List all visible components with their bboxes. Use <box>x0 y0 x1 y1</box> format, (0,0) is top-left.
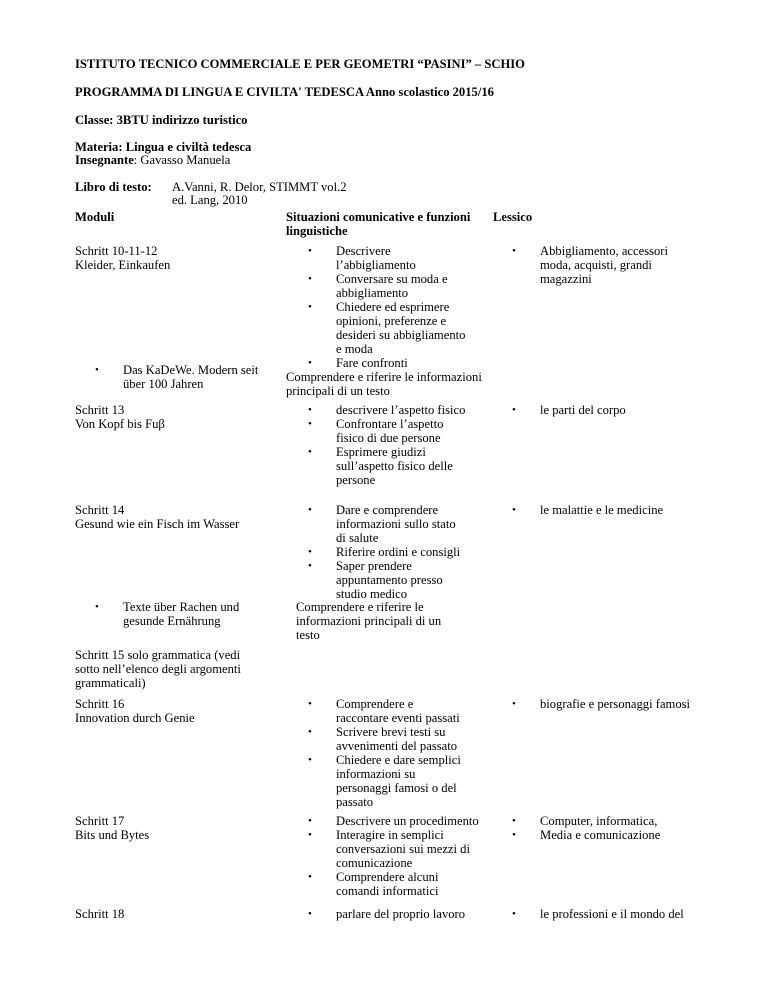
module-number: Schritt 17 <box>75 814 125 828</box>
list-item: • Descrivere un procedimento <box>308 814 483 828</box>
list-item: • parlare del proprio lavoro <box>308 907 483 921</box>
functions-cell <box>286 244 486 370</box>
teacher-label: Insegnante <box>75 153 134 167</box>
module-number: Schritt 18 <box>75 907 125 921</box>
teacher-line <box>75 153 230 167</box>
list-item: • Descrivere l’abbigliamento <box>308 244 468 272</box>
lexicon-cell <box>490 697 710 711</box>
module-cell <box>75 503 265 531</box>
book-line-1: A.Vanni, R. Delor, STIMMT vol.2 <box>172 180 347 194</box>
list-item: • Conversare su moda e abbigliamento <box>308 272 468 300</box>
module-cell <box>75 403 265 431</box>
header-lessico: Lessico <box>493 210 533 224</box>
list-item: • Scrivere brevi testi su avvenimenti del passato <box>308 725 468 753</box>
functions-cell <box>286 907 486 921</box>
functions-text: Comprendere e riferire le informazioni principali di un testo <box>296 600 442 642</box>
lexicon-cell <box>490 244 710 286</box>
module-number: Schritt 14 <box>75 503 125 517</box>
class-line: Classe: 3BTU indirizzo turistico <box>75 113 248 127</box>
list-item: • Computer, informatica, <box>512 814 687 828</box>
list-item: • Texte über Rachen und gesunde Ernährung <box>95 600 265 628</box>
module-title: Von Kopf bis Fuβ <box>75 417 165 431</box>
list-item: • le malattie e le medicine <box>512 503 702 517</box>
module-title: Bits und Bytes <box>75 828 150 842</box>
lexicon-cell <box>490 503 710 517</box>
functions-cell <box>286 697 486 809</box>
module-title: Innovation durch Genie <box>75 711 195 725</box>
module-number: Schritt 13 <box>75 403 125 417</box>
programme-title: PROGRAMMA DI LINGUA E CIVILTA' TEDESCA Anno scolastico 2015/16 <box>75 85 494 99</box>
functions-cell <box>286 814 486 898</box>
lexicon-cell <box>490 814 710 842</box>
book-line-2: ed. Lang, 2010 <box>172 193 248 207</box>
list-item: • le professioni e il mondo del <box>512 907 717 921</box>
module-note: Schritt 15 solo grammatica (vedi sotto nell’elenco degli argomenti grammaticali) <box>75 648 241 690</box>
header-moduli: Moduli <box>75 210 115 224</box>
list-item: • Esprimere giudizi sull’aspetto fisico delle persone <box>308 445 468 487</box>
list-item: • Abbigliamento, accessori moda, acquisti, grandi magazzini <box>512 244 687 286</box>
functions-cell <box>286 503 486 601</box>
module-cell <box>75 600 265 628</box>
module-title: Gesund wie ein Fisch im Wasser <box>75 517 240 531</box>
teacher-name: : Gavasso Manuela <box>133 153 231 167</box>
list-item: • Interagire in semplici conversazioni sui mezzi di comunicazione <box>308 828 483 870</box>
lexicon-cell <box>490 403 710 417</box>
list-item: • Confrontare l’aspetto fisico di due persone <box>308 417 468 445</box>
header-situazioni-line1: Situazioni comunicative e funzioni <box>286 210 471 224</box>
header-situazioni <box>286 210 486 238</box>
list-item: • biografie e personaggi famosi <box>512 697 712 711</box>
book-label: Libro di testo: <box>75 180 152 194</box>
list-item: • descrivere l’aspetto fisico <box>308 403 468 417</box>
list-item: • Dare e comprendere informazioni sullo stato di salute <box>308 503 468 545</box>
lexicon-cell <box>490 907 710 921</box>
module-cell <box>75 814 265 842</box>
module-cell <box>75 697 265 725</box>
header-situazioni-line2: linguistiche <box>286 224 348 238</box>
school-title: ISTITUTO TECNICO COMMERCIALE E PER GEOMETRI “PASINI” – SCHIO <box>75 57 525 71</box>
module-number: Schritt 10-11-12 <box>75 244 158 258</box>
functions-cell <box>286 403 486 487</box>
module-number: Schritt 16 <box>75 697 125 711</box>
subject-line: Materia: Lingua e civiltà tedesca <box>75 140 252 154</box>
list-item: • Riferire ordini e consigli <box>308 545 468 559</box>
list-item: • Comprendere e raccontare eventi passati <box>308 697 468 725</box>
module-cell <box>75 363 265 391</box>
list-item: • Chiedere e dare semplici informazioni su personaggi famosi o del passato <box>308 753 468 809</box>
list-item: • le parti del corpo <box>512 403 687 417</box>
list-item: • Saper prendere appuntamento presso studio medico <box>308 559 468 601</box>
module-cell <box>75 907 265 921</box>
list-item: • Media e comunicazione <box>512 828 687 842</box>
list-item: • Chiedere ed esprimere opinioni, preferenze e desideri su abbigliamento e moda <box>308 300 468 356</box>
module-cell <box>75 244 265 272</box>
list-item: • Das KaDeWe. Modern seit über 100 Jahren <box>95 363 265 391</box>
list-item: • Comprendere alcuni comandi informatici <box>308 870 483 898</box>
list-item: • Fare confronti <box>308 356 468 370</box>
module-title: Kleider, Einkaufen <box>75 258 171 272</box>
functions-text: Comprendere e riferire le informazioni principali di un testo <box>286 370 482 398</box>
